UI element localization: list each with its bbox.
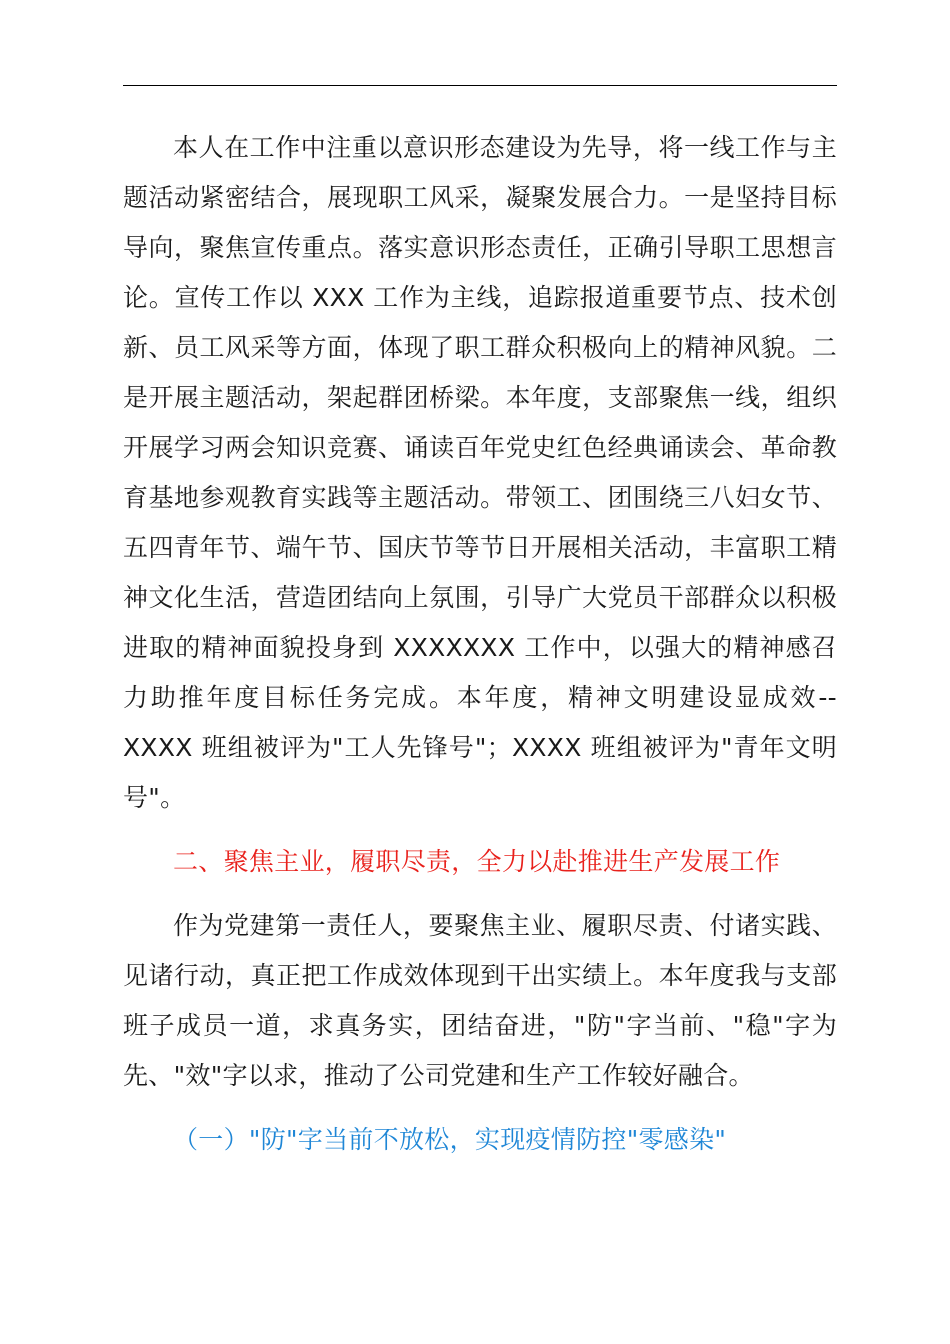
body-paragraph-responsibility: 作为党建第一责任人，要聚焦主业、履职尽责、付诸实践、见诸行动，真正把工作成效体现到干出实绩上。本年度我与支部班子成员一道，求真务实，团结奋进，"防"字当前、"稳"字为先、"效"字以求，推动了公司党建和生产工作较好融合。 [123,911,837,1090]
section-heading-two: 二、聚焦主业，履职尽责，全力以赴推进生产发展工作 [173,847,781,876]
header-rule [123,85,837,86]
body-paragraph-ideology: 本人在工作中注重以意识形态建设为先导，将一线工作与主题活动紧密结合，展现职工风采，凝聚发展合力。一是坚持目标导向，聚焦宣传重点。落实意识形态责任，正确引导职工思想言论。宣传工作以 XXX 工作为主线，追踪报道重要节点、技术创新、员工风采等方面，体现了职工群众积极向上的精神风貌。二是开展主题活动，架起群团桥梁。本年度，支部聚焦一线，组织开展学习两会知识竞赛、诵读百年党史红色经典诵读会、革命教育基地参观教育实践等主题活动。带领工、团围绕三八妇女节、五四青年节、端午节、国庆节等节日开展相关活动，丰富职工精神文化生活，营造团结向上氛围，引导广大党员干部群众以积极进取的精神面貌投身到 XXXXXXX 工作中，以强大的精神感召力助推年度目标任务完成。本年度，精神文明建设显成效--XXXX 班组被评为"工人先锋号"；XXXX 班组被评为"青年文明号"。 [123,133,837,812]
subsection-heading-one: （一）"防"字当前不放松，实现疫情防控"零感染" [173,1125,727,1154]
document-body [123,123,837,1165]
